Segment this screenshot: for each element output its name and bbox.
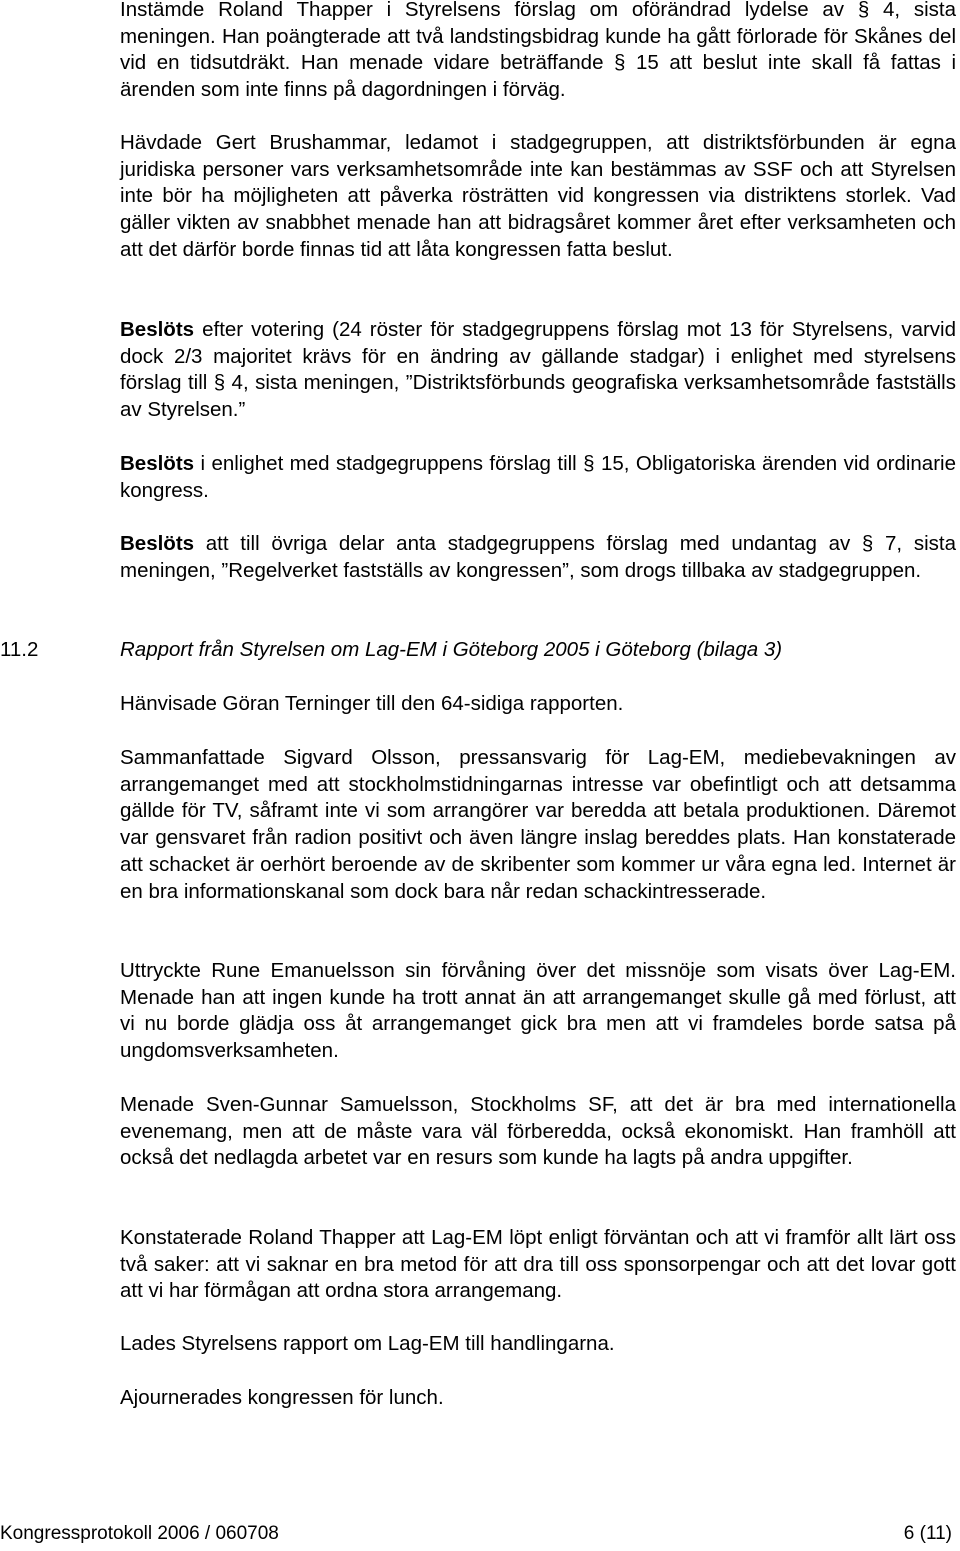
- paragraph-decision-paragraph-15: [120, 451, 956, 504]
- paragraph-adjourned: Ajournerades kongressen för lunch.: [120, 1386, 444, 1409]
- section-title: Rapport från Styrelsen om Lag-EM i Göteborg 2005 i Göteborg (bilaga 3): [120, 638, 783, 661]
- footer-page-number: 6 (11): [903, 1523, 952, 1544]
- paragraph-olsson-summary: Sammanfattade Sigvard Olsson, pressansvarig för Lag-EM, mediebevakningen av arrangemanget med att stockholmstidningarnas intresse var obefintligt och att detsamma gällde för TV, såframt inte vi som arrangörer var beredda att betala produktionen. Däremot var gensvaret från radion positivt och även längre inslag bereddes plats. Han konstaterade att schacket är oerhört beroende av de skribenter som kommer ur våra egna led. Internet är en bra informationskanal som dock bara når redan schackintresserade.: [120, 746, 956, 903]
- decision-text: efter votering (24 röster för stadgegruppens förslag mot 13 för Styrelsens, varvid dock 2/3 majoritet krävs för en ändring av gällande stadgar) i enlighet med styrelsens förslag till § 4, sista meningen, ”Distriktsförbunds geografiska verksamhetsområde fastställs av Styrelsen.”: [120, 318, 956, 422]
- paragraph-brushammar-statement: Hävdade Gert Brushammar, ledamot i stadgegruppen, att distriktsförbunden är egna juridiska personer vars verksamhetsområde inte kan bestämmas av SSF och att Styrelsen inte bör ha möjligheten att påverka rösträtten vid kongressen via distriktens storlek. Vad gäller vikten av snabbhet menade han att bidragsåret kommer året efter verksamheten och att det därför borde finnas tid att låta kongressen fatta beslut.: [120, 131, 956, 261]
- decision-text: i enlighet med stadgegruppens förslag till § 15, Obligatoriska ärenden vid ordinarie kongress.: [120, 452, 956, 502]
- paragraph-thapper-statement: Instämde Roland Thapper i Styrelsens förslag om oförändrad lydelse av § 4, sista meningen. Han poängterade att två landstingsbidrag kunde ha gått förlorade för Skånes del vid en tidsutdräkt. Han menade vidare beträffande § 15 att beslut inte skall få fattas i ärenden som inte finns på dagordningen i förväg.: [120, 0, 956, 102]
- paragraph-terninger: Hänvisade Göran Terninger till den 64-sidiga rapporten.: [120, 692, 624, 715]
- footer-document-title: Kongressprotokoll 2006 / 060708: [0, 1523, 279, 1544]
- decision-text: att till övriga delar anta stadgegruppens förslag med undantag av § 7, sista meningen, ”Regelverket fastställs av kongressen”, som drogs tillbaka av stadgegruppen.: [120, 532, 956, 582]
- decision-label: Beslöts: [120, 318, 195, 341]
- paragraph-emanuelsson: Uttryckte Rune Emanuelsson sin förvåning över det missnöje som visats över Lag-EM. Menade han att ingen kunde ha trott annat än att arrangemanget skulle gå med förlust, att vi nu borde glädja oss åt arrangemanget gick bra men att vi framdeles borde satsa på ungdomsverksamheten.: [120, 959, 956, 1063]
- paragraph-decision-remaining: [120, 531, 956, 584]
- decision-label: Beslöts: [120, 452, 195, 475]
- paragraph-thapper-conclusion: Konstaterade Roland Thapper att Lag-EM löpt enligt förväntan och att vi framför allt lärt oss två saker: att vi saknar en bra metod för att dra till oss sponsorpengar och att det lovar gott att vi har förmågan att ordna stora arrangemang.: [120, 1226, 956, 1303]
- decision-label: Beslöts: [120, 532, 195, 555]
- section-number: 11.2: [0, 638, 39, 661]
- paragraph-decision-votering: [120, 317, 956, 424]
- paragraph-report-filed: Lades Styrelsens rapport om Lag-EM till handlingarna.: [120, 1332, 615, 1355]
- section-heading: [0, 637, 782, 664]
- paragraph-samuelsson: Menade Sven-Gunnar Samuelsson, Stockholms SF, att det är bra med internationella evenemang, men att de måste vara väl förberedda, också ekonomiskt. Han framhöll att också det nedlagda arbetet var en resurs som kunde ha lagts på andra uppgifter.: [120, 1093, 956, 1170]
